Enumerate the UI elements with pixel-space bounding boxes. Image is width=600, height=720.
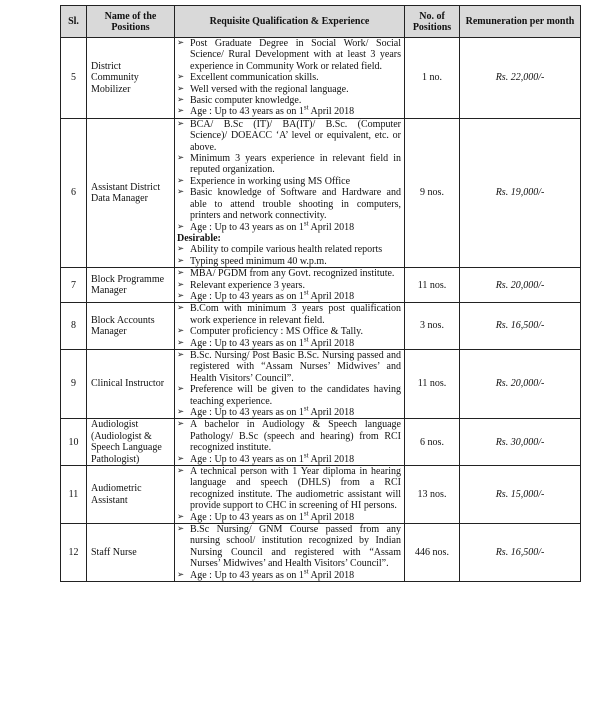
age-limit-text: Age : Up to 43 years as on 1: [190, 106, 304, 118]
row-sl: 8: [61, 303, 87, 350]
row-remuneration: Rs. 15,000/-: [460, 466, 581, 524]
row-positions-count: 11 nos.: [405, 349, 460, 418]
qualification-item: ➢ Relevant experience 3 years.: [177, 280, 401, 291]
row-position-name: Block Programme Manager: [87, 268, 175, 303]
qualification-item: ➢ B.Sc. Nursing/ Post Basic B.Sc. Nursing passed and registered with “Assam Nurses’ Midwives’ and Health Visitors’ Council”.: [177, 350, 401, 384]
table-row: [61, 524, 581, 582]
qualification-item: ➢ A bachelor in Audiology & Speech language Pathology/ B.Sc (speech and hearing) from RCI recognized institute.: [177, 419, 401, 453]
row-remuneration: Rs. 16,500/-: [460, 303, 581, 350]
table-header: [61, 6, 581, 38]
age-limit-date: April 2018: [308, 337, 355, 349]
qualification-item: ➢ BCA/ B.Sc (IT)/ BA(IT)/ B.Sc. (Computer Science)/ DOEACC ‘A’ level or equivalent, etc. or above.: [177, 119, 401, 153]
row-position-name: Assistant District Data Manager: [87, 118, 175, 267]
row-qualification: [175, 419, 405, 466]
age-limit-text: Age : Up to 43 years as on 1: [190, 290, 304, 302]
ordinal-suffix: st: [303, 104, 309, 113]
qualification-item: ➢ Computer proficiency : MS Office & Tally.: [177, 326, 401, 337]
row-qualification: [175, 118, 405, 267]
qualification-list: [177, 466, 401, 523]
qualification-list: [177, 524, 401, 581]
row-qualification: [175, 466, 405, 524]
table-row: [61, 118, 581, 267]
row-sl: 9: [61, 349, 87, 418]
row-position-name: District Community Mobilizer: [87, 38, 175, 119]
desirable-label: Desirable:: [177, 232, 221, 244]
row-positions-count: 6 nos.: [405, 419, 460, 466]
age-limit-item: [177, 335, 401, 349]
ordinal-suffix: st: [303, 451, 309, 460]
age-limit-item: [177, 567, 401, 581]
row-qualification: [175, 38, 405, 119]
qualification-list: [177, 268, 401, 302]
row-sl: 6: [61, 118, 87, 267]
qualification-list: [177, 419, 401, 465]
row-sl: 10: [61, 419, 87, 466]
header-positions: No. of Positions: [405, 6, 460, 38]
row-qualification: [175, 524, 405, 582]
ordinal-suffix: st: [303, 219, 309, 228]
positions-table: [60, 5, 581, 582]
row-positions-count: 1 no.: [405, 38, 460, 119]
qualification-item: ➢ Preference will be given to the candidates having teaching experience.: [177, 384, 401, 407]
age-limit-text: Age : Up to 43 years as on 1: [190, 453, 304, 465]
age-limit-item: [177, 451, 401, 465]
qualification-list: [177, 303, 401, 349]
age-limit-date: April 2018: [308, 453, 355, 465]
row-position-name: Clinical Instructor: [87, 349, 175, 418]
qualification-item: ➢ Experience in working using MS Office: [177, 176, 401, 187]
age-limit-date: April 2018: [308, 569, 355, 581]
ordinal-suffix: st: [303, 288, 309, 297]
row-remuneration: Rs. 22,000/-: [460, 38, 581, 119]
age-limit-date: April 2018: [308, 511, 355, 523]
row-position-name: Staff Nurse: [87, 524, 175, 582]
qualification-item: ➢ Basic knowledge of Software and Hardware and able to attend trouble shooting in computers, printers and network connectivity.: [177, 187, 401, 221]
row-position-name: Audiologist (Audiologist & Speech Language Pathologist): [87, 419, 175, 466]
header-remuneration: Remuneration per month: [460, 6, 581, 38]
age-limit-item: [177, 106, 401, 117]
age-limit-item: [177, 404, 401, 418]
row-remuneration: Rs. 19,000/-: [460, 118, 581, 267]
age-limit-item: [177, 288, 401, 302]
age-limit-date: April 2018: [308, 290, 355, 302]
qualification-list: [177, 119, 401, 267]
qualification-item: ➢ MBA/ PGDM from any Govt. recognized institute.: [177, 268, 401, 279]
qualification-item: ➢ Well versed with the regional language.: [177, 84, 401, 95]
age-limit-date: April 2018: [308, 221, 355, 233]
row-remuneration: Rs. 16,500/-: [460, 524, 581, 582]
ordinal-suffix: st: [303, 509, 309, 518]
ordinal-suffix: st: [303, 335, 309, 344]
header-row: [61, 6, 581, 38]
header-name: Name of the Positions: [87, 6, 175, 38]
qualification-item: ➢ Minimum 3 years experience in relevant field in reputed organization.: [177, 153, 401, 176]
ordinal-suffix: st: [303, 567, 309, 576]
age-limit-date: April 2018: [308, 106, 355, 118]
row-positions-count: 9 nos.: [405, 118, 460, 267]
table-row: [61, 349, 581, 418]
age-limit-item: [177, 219, 401, 233]
table-row: [61, 466, 581, 524]
qualification-list: [177, 38, 401, 118]
table-row: [61, 419, 581, 466]
row-positions-count: 446 nos.: [405, 524, 460, 582]
table-row: [61, 268, 581, 303]
age-limit-text: Age : Up to 43 years as on 1: [190, 569, 304, 581]
table-row: [61, 303, 581, 350]
age-limit-text: Age : Up to 43 years as on 1: [190, 407, 304, 418]
row-qualification: [175, 349, 405, 418]
header-qualification: Requisite Qualification & Experience: [175, 6, 405, 38]
qualification-item: ➢ Basic computer knowledge.: [177, 95, 401, 106]
qualification-item: ➢ A technical person with 1 Year diploma in hearing language and speech (DHLS) from a RCI recognized institute. The audiometric assistant will provide support to CHC in screening of HI persons.: [177, 466, 401, 512]
row-remuneration: Rs. 20,000/-: [460, 268, 581, 303]
row-qualification: [175, 268, 405, 303]
row-position-name: Block Accounts Manager: [87, 303, 175, 350]
qualification-item: ➢ Typing speed minimum 40 w.p.m.: [177, 256, 401, 267]
header-sl: Sl.: [61, 6, 87, 38]
row-sl: 12: [61, 524, 87, 582]
qualification-item: ➢ Excellent communication skills.: [177, 72, 401, 83]
age-limit-date: April 2018: [308, 407, 355, 418]
qualification-item: ➢ Post Graduate Degree in Social Work/ Social Science/ Rural Development with at least 3 years experience in Community Work or related field.: [177, 38, 401, 72]
qualification-item: ➢ B.Sc Nursing/ GNM Course passed from any nursing school/ institution recognized by Indian Nursing Council and registered with “Assam Nurses’ Midwives’ and Health Visitors’ Council”.: [177, 524, 401, 570]
document-page: [60, 5, 580, 582]
age-limit-item: [177, 509, 401, 523]
qualification-list: [177, 350, 401, 418]
row-remuneration: Rs. 30,000/-: [460, 419, 581, 466]
table-row: [61, 38, 581, 119]
row-sl: 11: [61, 466, 87, 524]
row-remuneration: Rs. 20,000/-: [460, 349, 581, 418]
row-positions-count: 11 nos.: [405, 268, 460, 303]
qualification-item: ➢ B.Com with minimum 3 years post qualification work experience in relevant field.: [177, 303, 401, 326]
row-sl: 5: [61, 38, 87, 119]
row-qualification: [175, 303, 405, 350]
age-limit-text: Age : Up to 43 years as on 1: [190, 511, 304, 523]
row-positions-count: 3 nos.: [405, 303, 460, 350]
row-positions-count: 13 nos.: [405, 466, 460, 524]
row-position-name: Audiometric Assistant: [87, 466, 175, 524]
age-limit-text: Age : Up to 43 years as on 1: [190, 337, 304, 349]
ordinal-suffix: st: [303, 404, 309, 413]
qualification-item: ➢ Ability to compile various health related reports: [177, 244, 401, 255]
table-body: [61, 38, 581, 582]
age-limit-text: Age : Up to 43 years as on 1: [190, 221, 304, 233]
row-sl: 7: [61, 268, 87, 303]
